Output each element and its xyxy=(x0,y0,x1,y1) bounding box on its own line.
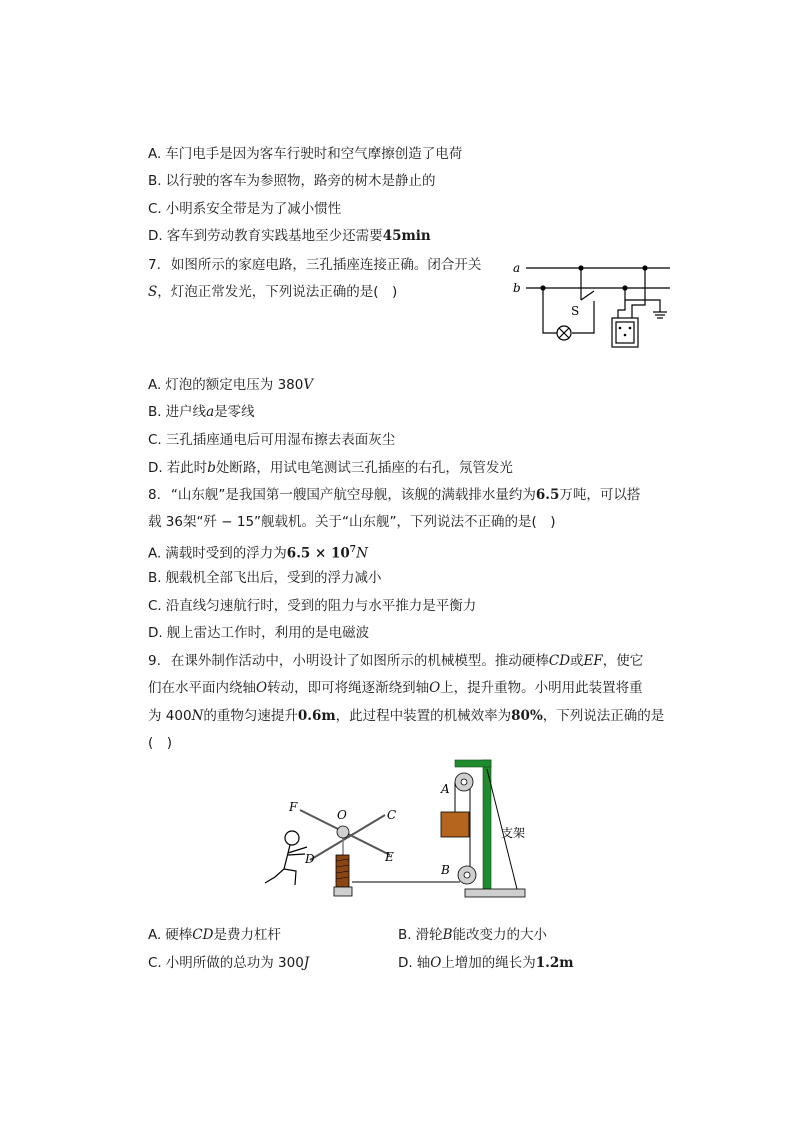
option-letter: D. xyxy=(148,228,163,244)
q8-option-c xyxy=(148,597,476,615)
question-text: 如图所示的家庭电路，三孔插座连接正确。闭合开关 xyxy=(170,257,482,273)
q6-option-d xyxy=(148,227,431,245)
option-text: 客车到劳动教育实践基地至少还需要 xyxy=(166,228,383,244)
question-text: 在课外制作活动中，小明设计了如图所示的机械模型。推动硬棒 xyxy=(170,653,549,669)
option-variable: O xyxy=(430,955,442,971)
option-text: 处断路，用试电笔测试三孔插座的右孔，氖管发光 xyxy=(215,460,513,476)
option-text: 能改变力的大小 xyxy=(452,927,547,943)
question-text: 们在水平面内绕轴 xyxy=(148,680,256,696)
option-letter: C. xyxy=(148,598,162,614)
q8-stem-line-1 xyxy=(148,486,640,504)
option-letter: A. xyxy=(148,377,162,393)
option-text: 满载时受到的浮力为 xyxy=(165,545,287,562)
question-text: 载 36架“歼 − 15”舰载机。关于“山东舰”，下列说法不正确的是( ) xyxy=(148,514,556,530)
q7-option-a xyxy=(148,376,313,394)
question-text: 转动，即可将绳逐渐绕到轴 xyxy=(267,680,430,696)
variable-s: S xyxy=(148,284,158,300)
option-letter: C. xyxy=(148,955,162,971)
option-letter: B. xyxy=(148,570,162,586)
option-letter: D. xyxy=(148,460,163,476)
q8-option-a xyxy=(148,541,368,563)
question-text: 上，提升重物。小明用此装置将重 xyxy=(440,680,643,696)
q6-option-b xyxy=(148,172,436,190)
option-variable: b xyxy=(207,460,216,476)
q9-option-a xyxy=(148,926,281,944)
label-c: C xyxy=(387,808,397,822)
q7-stem-line-2 xyxy=(148,283,397,301)
option-letter: B. xyxy=(148,404,162,420)
question-unit: N xyxy=(191,708,204,724)
question-text: 为 400 xyxy=(148,708,192,724)
option-value: 1.2m xyxy=(535,955,574,971)
question-number: 7. xyxy=(148,257,161,273)
question-value: 6.5 xyxy=(535,487,560,503)
q9-stem-line-2 xyxy=(148,679,643,697)
option-letter: C. xyxy=(148,432,162,448)
label-stand: 支架 xyxy=(501,826,526,840)
question-text: ，下列说法正确的是 xyxy=(542,708,665,724)
option-text: 小明系安全带是为了减小惯性 xyxy=(165,201,342,217)
option-text: 舰上雷达工作时，利用的是电磁波 xyxy=(166,625,370,641)
option-text: 舰载机全部飞出后，受到的浮力减小 xyxy=(165,570,382,586)
question-text: 万吨，可以搭 xyxy=(559,487,641,503)
option-letter: B. xyxy=(398,927,412,943)
option-text: 是费力杠杆 xyxy=(213,927,281,943)
wire-label-b: b xyxy=(513,281,521,295)
question-value: 0.6m xyxy=(297,708,336,724)
stand-arm xyxy=(455,760,491,767)
label-f: F xyxy=(289,800,298,814)
hub-o xyxy=(337,826,349,838)
option-letter: A. xyxy=(148,545,162,562)
option-text: 进户线 xyxy=(165,404,207,420)
option-variable: a xyxy=(206,404,215,420)
q9-option-d xyxy=(398,954,574,972)
person-figure xyxy=(265,831,307,885)
option-letter: C. xyxy=(148,201,162,217)
label-b: B xyxy=(441,863,450,877)
option-text: 硬棒 xyxy=(165,927,193,943)
q8-stem-line-2 xyxy=(148,513,556,531)
option-variable: B xyxy=(442,927,453,943)
question-text: ，使它 xyxy=(602,653,644,669)
option-letter: D. xyxy=(148,625,163,641)
option-variable: CD xyxy=(192,927,214,943)
option-letter: A. xyxy=(148,927,162,943)
option-text: 小明所做的总功为 300 xyxy=(165,955,304,971)
question-text: 或 xyxy=(570,653,584,669)
q9-stem-line-4 xyxy=(148,734,172,752)
q9-option-b xyxy=(398,926,547,944)
weight-block xyxy=(441,812,469,837)
option-text: 上增加的绳长为 xyxy=(441,955,536,971)
q7-option-b xyxy=(148,403,255,421)
question-variable: O xyxy=(429,680,441,696)
option-value: 45min xyxy=(382,228,431,244)
question-value: 80% xyxy=(511,708,543,724)
question-text: 的重物匀速提升 xyxy=(203,708,298,724)
label-e: E xyxy=(385,850,394,864)
q6-option-a xyxy=(148,145,462,163)
q9-option-c xyxy=(148,954,309,972)
question-number: 8. xyxy=(148,487,161,503)
option-letter: A. xyxy=(148,146,162,162)
option-text: 车门电手是因为客车行驶时和空气摩擦创造了电荷 xyxy=(165,146,463,162)
option-text: 三孔插座通电后可用湿布擦去表面灰尘 xyxy=(165,432,396,448)
q9-stem-line-1 xyxy=(148,652,643,670)
wire-label-a: a xyxy=(513,261,521,275)
label-a: A xyxy=(441,782,450,796)
label-d: D xyxy=(305,852,315,866)
option-exponent: 7 xyxy=(349,545,357,555)
q9-stem-line-3 xyxy=(148,707,664,725)
q7-stem-line-1 xyxy=(148,256,481,274)
q8-option-b xyxy=(148,569,382,587)
question-variable: O xyxy=(256,680,268,696)
option-text: 灯泡的额定电压为 380 xyxy=(165,377,304,393)
option-value: 6.5 × 10 xyxy=(286,545,350,562)
question-number: 9. xyxy=(148,653,161,669)
option-text: 是零线 xyxy=(214,404,255,420)
question-text: ，此过程中装置的机械效率为 xyxy=(335,708,512,724)
option-unit: N xyxy=(356,545,368,562)
mechanical-model-diagram xyxy=(255,755,545,905)
option-unit: V xyxy=(303,377,314,393)
question-text: ，灯泡正常发光，下列说法正确的是( ) xyxy=(157,284,398,300)
stand-base xyxy=(465,889,525,897)
question-variable: CD xyxy=(548,653,571,669)
q8-option-d xyxy=(148,624,369,642)
household-circuit-diagram xyxy=(508,255,678,355)
option-text: 滑轮 xyxy=(415,927,443,943)
option-text: 轴 xyxy=(416,955,431,971)
q6-option-c xyxy=(148,200,341,218)
option-unit: J xyxy=(303,955,310,971)
option-text: 以行驶的客车为参照物，路旁的树木是静止的 xyxy=(165,173,436,189)
label-o: O xyxy=(337,808,347,822)
switch-label: S xyxy=(571,304,580,318)
option-text: 沿直线匀速航行时，受到的阻力与水平推力是平衡力 xyxy=(165,598,477,614)
q7-option-c xyxy=(148,431,395,449)
question-variable: EF xyxy=(583,653,603,669)
option-text: 若此时 xyxy=(166,460,208,476)
question-text: ( ) xyxy=(148,735,173,751)
question-text: “山东舰”是我国第一艘国产航空母舰，该舰的满载排水量约为 xyxy=(170,487,536,503)
option-letter: B. xyxy=(148,173,162,189)
q7-option-d xyxy=(148,459,513,477)
axle-base xyxy=(334,887,352,896)
option-letter: D. xyxy=(398,955,413,971)
